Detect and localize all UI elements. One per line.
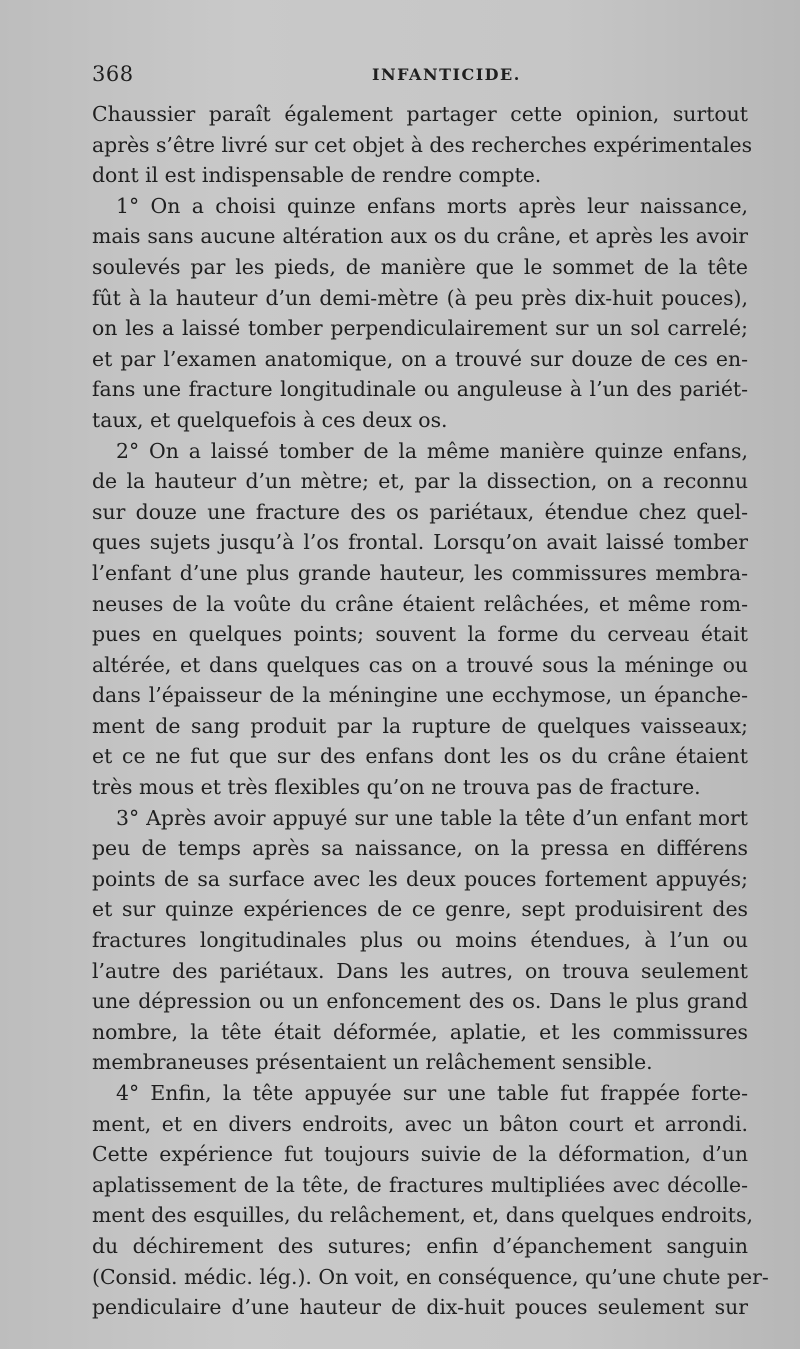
text-line: mais sans aucune altération aux os du crâne, et après les avoir (92, 224, 748, 249)
text-line: ment des esquilles, du relâchement, et, dans quelques endroits, (92, 1203, 753, 1228)
text-line: ment de sang produit par la rupture de quelques vaisseaux; (92, 713, 748, 738)
text-line: fût à la hauteur d’un demi-mètre (à peu près dix-huit pouces), (92, 285, 748, 310)
text-line: soulevés par les pieds, de manière que le sommet de la tête (92, 254, 748, 279)
text-line: altérée, et dans quelques cas on a trouvé sous la méninge ou (92, 652, 748, 677)
text-line: ment, et en divers endroits, avec un bâton court et arrondi. (92, 1111, 748, 1136)
text-line: neuses de la voûte du crâne étaient relâchées, et même rom- (92, 591, 748, 616)
text-line: sur douze une fracture des os pariétaux, étendue chez quel- (92, 499, 748, 524)
text-line: 4° Enfin, la tête appuyée sur une table fut frappée forte- (116, 1081, 748, 1105)
text-line: peu de temps après sa naissance, on la pressa en différens (92, 836, 748, 861)
text-line: pues en quelques points; souvent la forme du cerveau était (92, 622, 748, 647)
text-line: 1° On a choisi quinze enfans morts après leur naissance, (116, 193, 748, 218)
text-line: l’enfant d’une plus grande hauteur, les commissures membra- (92, 560, 748, 585)
text-line: (Consid. médic. lég.). On voit, en conséquence, qu’une chute per- (92, 1264, 769, 1289)
text-line: et par l’examen anatomique, on a trouvé sur douze de ces en- (92, 346, 748, 371)
text-line: fans une fracture longitudinale ou anguleuse à l’un des pariét- (92, 377, 748, 402)
body-text (92, 99, 769, 1323)
text-line: dans l’épaisseur de la méningine une ecchymose, un épanche- (92, 683, 748, 708)
text-line: nombre, la tête était déformée, aplatie, et les commissures (92, 1019, 748, 1044)
text-line: aplatissement de la tête, de fractures multipliées avec décolle- (92, 1172, 748, 1197)
text-line: Cette expérience fut toujours suivie de la déformation, d’un (92, 1142, 748, 1167)
text-line: membraneuses présentaient un relâchement sensible. (92, 1050, 653, 1075)
running-title: INFANTICIDE. (372, 65, 521, 84)
text-line: Chaussier paraît également partager cette opinion, surtout (92, 102, 748, 126)
text-line: taux, et quelquefois à ces deux os. (92, 407, 448, 432)
text-line: 2° On a laissé tomber de la même manière quinze enfans, (116, 438, 748, 463)
text-line: l’autre des pariétaux. Dans les autres, on trouva seulement (92, 958, 748, 983)
page-number: 368 (92, 62, 134, 86)
text-line: après s’être livré sur cet objet à des recherches expérimentales (92, 132, 753, 157)
text-line: et sur quinze expériences de ce genre, sept produisirent des (92, 897, 748, 922)
running-head (92, 62, 750, 92)
text-line: et ce ne fut que sur des enfans dont les os du crâne étaient (92, 744, 748, 769)
text-line: 3° Après avoir appuyé sur une table la tête d’un enfant mort (116, 805, 748, 830)
text-line: fractures longitudinales plus ou moins étendues, à l’un ou (92, 928, 748, 953)
text-line: une dépression ou un enfoncement des os. Dans le plus grand (92, 989, 748, 1014)
text-line: du déchirement des sutures; enfin d’épanchement sanguin (92, 1233, 748, 1258)
text-line: très mous et très flexibles qu’on ne trouva pas de fracture. (92, 775, 701, 800)
text-line: de la hauteur d’un mètre; et, par la dissection, on a reconnu (92, 469, 748, 494)
text-line: on les a laissé tomber perpendiculairement sur un sol carrelé; (92, 316, 748, 341)
text-line: pendiculaire d’une hauteur de dix-huit pouces seulement sur (92, 1295, 748, 1320)
text-line: ques sujets jusqu’à l’os frontal. Lorsqu’on avait laissé tomber (92, 530, 748, 555)
text-line: points de sa surface avec les deux pouces fortement appuyés; (92, 866, 748, 891)
text-line: dont il est indispensable de rendre compte. (92, 163, 542, 188)
